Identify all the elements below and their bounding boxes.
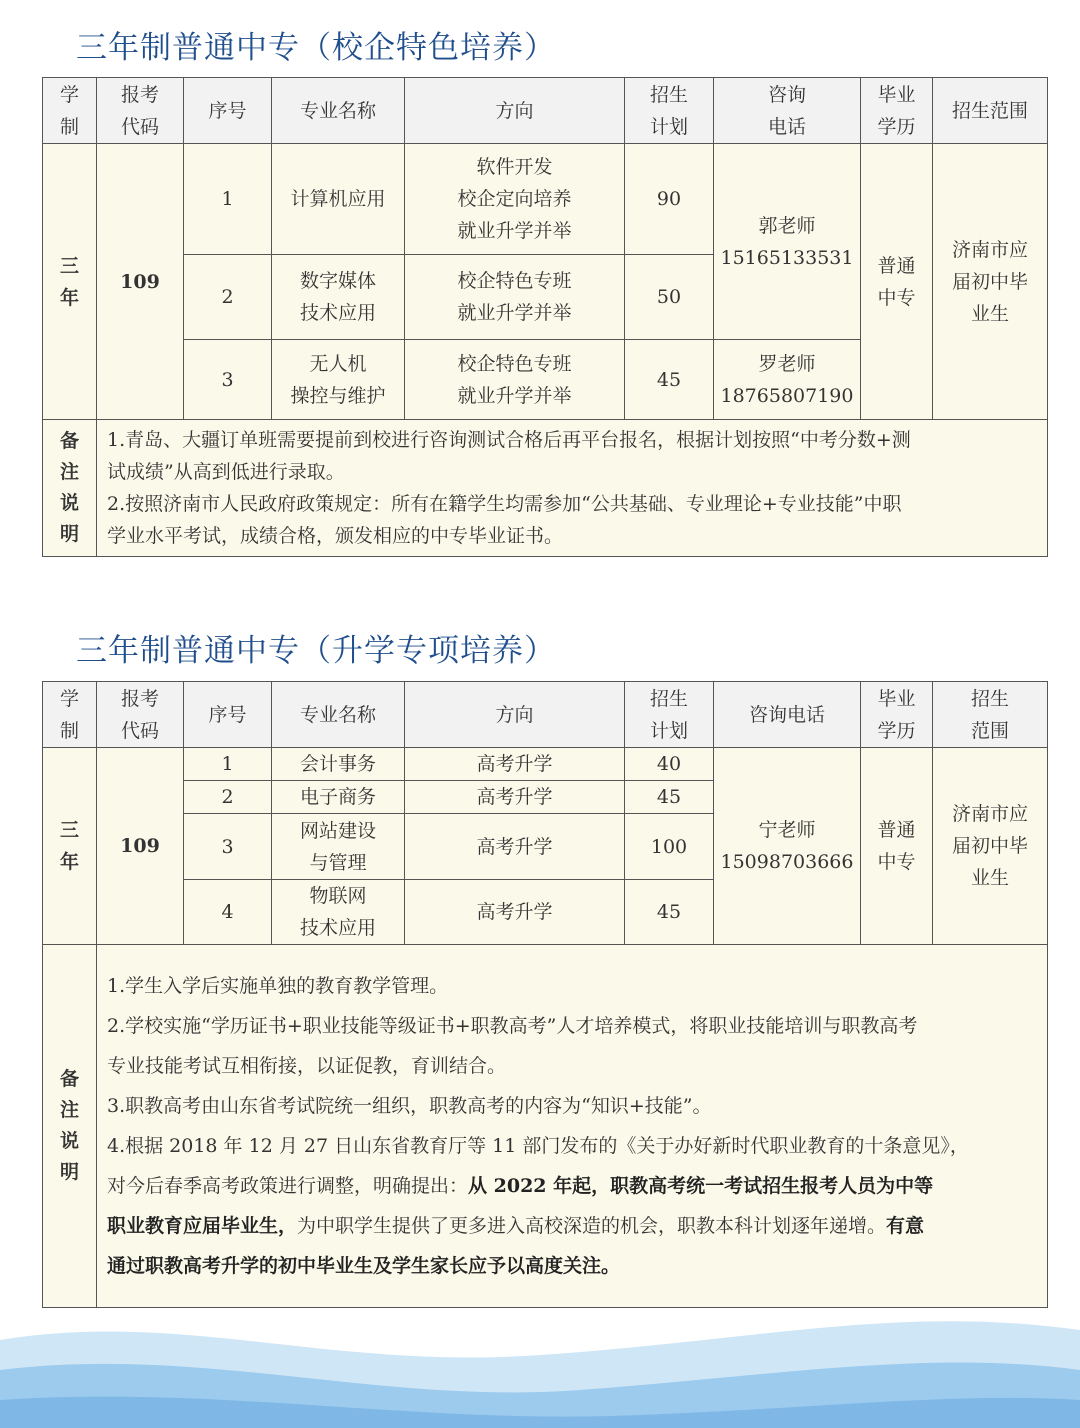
header-direction: 方向	[405, 682, 625, 748]
scope-cell: 济南市应 届初中毕 业生	[933, 144, 1048, 420]
notes-label: 备 注 说 明	[43, 945, 97, 1308]
header-phone: 咨询电话	[714, 682, 861, 748]
note-line: 专业技能考试互相衔接，以证促教，育训结合。	[107, 1055, 507, 1077]
plan-cell: 40	[625, 748, 714, 781]
header-seq: 序号	[184, 682, 272, 748]
xuezhi-cell: 三 年	[43, 748, 97, 945]
direction-cell: 校企特色专班 就业升学并举	[405, 340, 625, 420]
table-header-row	[43, 682, 1048, 748]
notes-content	[97, 420, 1048, 557]
header-scope: 招生 范围	[933, 682, 1048, 748]
note-line: 2.学校实施“学历证书+职业技能等级证书+职教高考”人才培养模式，将职业技能培训与职教高考	[107, 1015, 918, 1037]
header-code: 报考 代码	[97, 682, 184, 748]
note-line: 3.职教高考由山东省考试院统一组织，职教高考的内容为“知识+技能”。	[107, 1095, 712, 1117]
plan-cell: 45	[625, 340, 714, 420]
notes-row	[43, 420, 1048, 557]
table-section2	[42, 681, 1048, 1308]
edu-cell: 普通 中专	[861, 748, 933, 945]
note-line: 1.青岛、大疆订单班需要提前到校进行咨询测试合格后再平台报名，根据计划按照“中考分数+测	[107, 429, 911, 451]
note-line: 试成绩”从高到低进行录取。	[107, 461, 345, 483]
seq-cell: 4	[184, 880, 272, 945]
plan-cell: 90	[625, 144, 714, 255]
notes-content	[97, 945, 1048, 1308]
major-cell: 物联网 技术应用	[272, 880, 405, 945]
seq-cell: 2	[184, 781, 272, 814]
note-line: 学业水平考试，成绩合格，颁发相应的中专毕业证书。	[107, 525, 564, 547]
header-major: 专业名称	[272, 78, 405, 144]
note-line: 1.学生入学后实施单独的教育教学管理。	[107, 975, 449, 997]
section1-title: 三年制普通中专（校企特色培养）	[76, 30, 556, 66]
header-code: 报考 代码	[97, 78, 184, 144]
header-plan: 招生 计划	[625, 78, 714, 144]
note-line: 通过职教高考升学的初中毕业生及学生家长应予以高度关注。	[107, 1255, 621, 1277]
note-line: 2.按照济南市人民政府政策规定：所有在籍学生均需参加“公共基础、专业理论+专业技能”中职	[107, 493, 902, 515]
header-edu: 毕业 学历	[861, 682, 933, 748]
major-cell: 无人机 操控与维护	[272, 340, 405, 420]
seq-cell: 3	[184, 340, 272, 420]
table-section1	[42, 77, 1048, 557]
plan-cell: 45	[625, 880, 714, 945]
direction-cell: 高考升学	[405, 880, 625, 945]
major-cell: 网站建设 与管理	[272, 814, 405, 880]
major-cell: 电子商务	[272, 781, 405, 814]
header-major: 专业名称	[272, 682, 405, 748]
seq-cell: 1	[184, 748, 272, 781]
major-cell: 数字媒体 技术应用	[272, 255, 405, 340]
seq-cell: 2	[184, 255, 272, 340]
header-scope: 招生范围	[933, 78, 1048, 144]
contact-cell: 郭老师 15165133531	[714, 144, 861, 340]
notes-row	[43, 945, 1048, 1308]
header-direction: 方向	[405, 78, 625, 144]
code-cell: 109	[97, 748, 184, 945]
header-edu: 毕业 学历	[861, 78, 933, 144]
seq-cell: 3	[184, 814, 272, 880]
table-row	[43, 144, 1048, 255]
note-line: 4.根据 2018 年 12 月 27 日山东省教育厅等 11 部门发布的《关于办好新时代职业教育的十条意见》，	[107, 1135, 969, 1157]
scope-cell: 济南市应 届初中毕 业生	[933, 748, 1048, 945]
direction-cell: 高考升学	[405, 781, 625, 814]
direction-cell: 校企特色专班 就业升学并举	[405, 255, 625, 340]
xuezhi-cell: 三 年	[43, 144, 97, 420]
notes-label: 备 注 说 明	[43, 420, 97, 557]
header-phone: 咨询 电话	[714, 78, 861, 144]
note-line: 对今后春季高考政策进行调整，明确提出：从 2022 年起，职教高考统一考试招生报考人员为中等	[107, 1175, 934, 1197]
contact-cell: 罗老师 18765807190	[714, 340, 861, 420]
code-cell: 109	[97, 144, 184, 420]
contact-cell: 宁老师 15098703666	[714, 748, 861, 945]
direction-cell: 高考升学	[405, 814, 625, 880]
header-xuezhi: 学 制	[43, 78, 97, 144]
plan-cell: 45	[625, 781, 714, 814]
direction-cell: 高考升学	[405, 748, 625, 781]
plan-cell: 50	[625, 255, 714, 340]
note-line: 职业教育应届毕业生，为中职学生提供了更多进入高校深造的机会，职教本科计划逐年递增。有意	[107, 1215, 925, 1237]
header-seq: 序号	[184, 78, 272, 144]
major-cell: 会计事务	[272, 748, 405, 781]
edu-cell: 普通 中专	[861, 144, 933, 420]
seq-cell: 1	[184, 144, 272, 255]
header-plan: 招生 计划	[625, 682, 714, 748]
decorative-wave	[0, 1300, 1080, 1428]
table-row	[43, 748, 1048, 781]
header-xuezhi: 学 制	[43, 682, 97, 748]
table-header-row	[43, 78, 1048, 144]
direction-cell: 软件开发 校企定向培养 就业升学并举	[405, 144, 625, 255]
section2-title: 三年制普通中专（升学专项培养）	[76, 633, 556, 669]
major-cell: 计算机应用	[272, 144, 405, 255]
plan-cell: 100	[625, 814, 714, 880]
